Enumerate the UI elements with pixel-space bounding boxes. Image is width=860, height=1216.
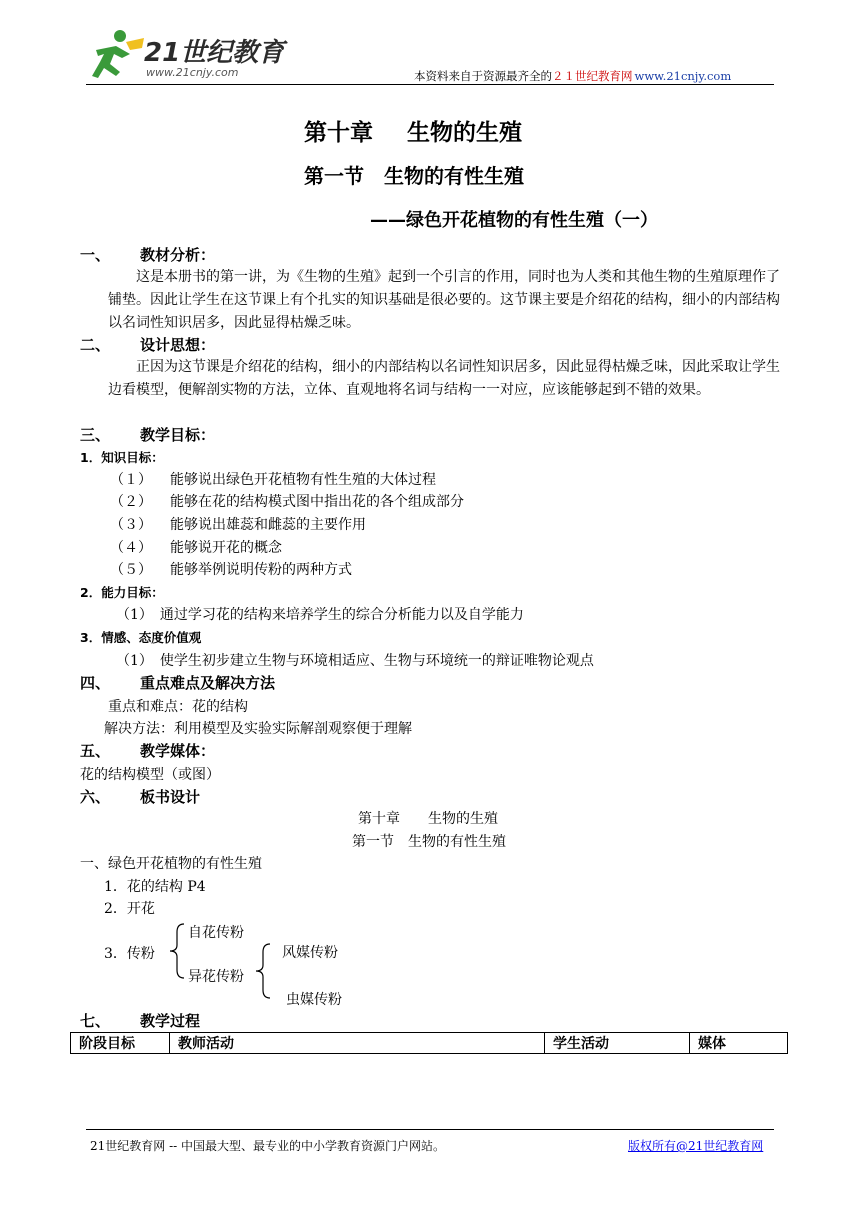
section-6-title: 板书设计 [140, 788, 201, 806]
board-wind-pollination: 风媒传粉 [282, 945, 338, 961]
section-title [304, 160, 524, 189]
board-line-2: 第一节 生物的有性生殖 [352, 834, 506, 850]
table-header-row [71, 1033, 788, 1054]
logo-text: 21世纪教育 [144, 38, 285, 68]
chapter-name: 生物的生殖 [407, 120, 522, 146]
board-item-1: 1．花的结构 P4 [104, 879, 206, 895]
goal-1-text: 能够说出绿色开花植物有性生殖的大体过程 [170, 472, 436, 488]
goal-5-number: （５） [110, 562, 152, 578]
section-1-number: 一、 [80, 246, 111, 264]
goal-4-number: （４） [110, 540, 152, 556]
section-number: 第一节 [304, 164, 364, 188]
section-1-title: 教材分析： [140, 246, 216, 264]
board-line-1: 第十章 生物的生殖 [358, 811, 498, 827]
teaching-process-table [70, 1032, 788, 1054]
goal-1-number: （１） [110, 472, 152, 488]
section-name: 生物的有性生殖 [384, 164, 524, 188]
site-logo[interactable] [86, 28, 286, 84]
runner-logo-icon [86, 28, 146, 84]
solution-text: 解决方法：利用模型及实验实际解剖观察便于理解 [104, 721, 412, 737]
section-7-number: 七、 [80, 1012, 111, 1030]
section-3-number: 三、 [80, 426, 111, 444]
analysis-paragraph: 这是本册书的第一讲，为《生物的生殖》起到一个引言的作用，同时也为人类和其他生物的生殖原理作了铺垫。因此让学生在这节课上有个扎实的知识基础是很必要的。这节课主要是介绍花的结构，细小的内部结构以名词性知识居多，因此显得枯燥乏味。 [108, 269, 780, 331]
section-3-title: 教学目标： [140, 426, 216, 444]
header-rule [86, 84, 774, 85]
knowledge-goal-label: 1．知识目标： [80, 450, 164, 465]
board-cross-pollination: 异花传粉 [188, 969, 244, 985]
difficulty-text: 重点和难点：花的结构 [108, 699, 248, 715]
goal-3-number: （３） [110, 517, 152, 533]
table-header-stage-goal: 阶段目标 [71, 1033, 170, 1054]
section-2-title: 设计思想： [140, 336, 216, 354]
board-item-3: 3．传粉 [104, 946, 155, 962]
section-6-number: 六、 [80, 788, 111, 806]
board-item-2: 2．开花 [104, 901, 155, 917]
chapter-number: 第十章 [304, 120, 373, 146]
goal-4-text: 能够说开花的概念 [170, 540, 282, 556]
design-paragraph: 正因为这节课是介绍花的结构，细小的内部结构以名词性知识居多，因此显得枯燥乏味，因此采取让学生边看模型，便解剖实物的方法，立体、直观地将名词与结构一一对应，应该能够起到不错的效果。 [108, 359, 780, 398]
goal-5-text: 能够举例说明传粉的两种方式 [170, 562, 352, 578]
footer-rule [86, 1129, 774, 1130]
section-4-number: 四、 [80, 674, 111, 692]
header-note-site[interactable]: www.21cnjy.com [634, 69, 732, 83]
table-header-teacher-activity: 教师活动 [170, 1033, 545, 1054]
board-heading: 一、绿色开花植物的有性生殖 [80, 856, 262, 872]
section-5-number: 五、 [80, 742, 111, 760]
table-header-media: 媒体 [690, 1033, 788, 1054]
goal-2-text: 能够在花的结构模式图中指出花的各个组成部分 [170, 494, 464, 510]
ability-goal-label: 2．能力目标： [80, 585, 164, 600]
brace-pollination-icon [168, 922, 188, 980]
ability-goal-item: （1） 通过学习花的结构来培养学生的综合分析能力以及自学能力 [116, 607, 524, 623]
section-5-title: 教学媒体： [140, 742, 216, 760]
goal-3-text: 能够说出雄蕊和雌蕊的主要作用 [170, 517, 366, 533]
table-header-student-activity: 学生活动 [545, 1033, 690, 1054]
board-insect-pollination: 虫媒传粉 [286, 992, 342, 1008]
chapter-title [304, 114, 522, 147]
section-4-title: 重点难点及解决方法 [140, 674, 276, 692]
header-note-brand: ２１世纪教育网 [552, 69, 633, 83]
subtitle: ——绿色开花植物的有性生殖（一） [370, 210, 658, 231]
brace-cross-icon [254, 942, 274, 1000]
footer-copyright-link[interactable]: 版权所有@21世纪教育网 [628, 1139, 764, 1153]
board-self-pollination: 自花传粉 [188, 925, 244, 941]
header-note [414, 68, 731, 84]
section-2-number: 二、 [80, 336, 111, 354]
footer-left-text: 21世纪教育网 -- 中国最大型、最专业的中小学教育资源门户网站。 [90, 1139, 446, 1153]
emotion-goal-label: 3．情感、态度价值观 [80, 630, 202, 645]
section-7-title: 教学过程 [140, 1012, 201, 1030]
goal-2-number: （２） [110, 494, 152, 510]
logo-url: www.21cnjy.com [146, 66, 239, 79]
emotion-goal-item: （1） 使学生初步建立生物与环境相适应、生物与环境统一的辩证唯物论观点 [116, 653, 594, 669]
media-text: 花的结构模型（或图） [80, 767, 220, 783]
header-note-prefix: 本资料来自于资源最齐全的 [414, 69, 552, 83]
